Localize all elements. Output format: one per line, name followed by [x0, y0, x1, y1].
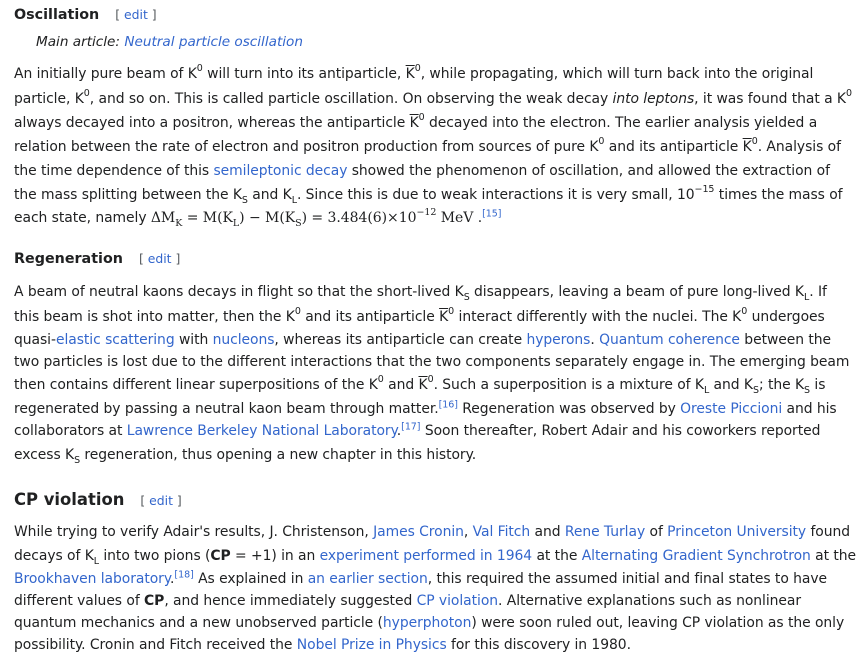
- heading-text: Regeneration: [14, 251, 123, 267]
- val-fitch-link[interactable]: Val Fitch: [472, 524, 531, 540]
- section-heading-oscillation: [14, 7, 157, 23]
- text-line: regenerated by passing a neutral kaon beam through matter.[16] Regeneration was observed by Oreste Piccioni and his: [14, 399, 837, 417]
- text-line: always decayed into a positron, whereas the antiparticle $\overline{K}^0$ decayed into the electron. The earlier analysis yielded a: [14, 112, 818, 131]
- section-heading-cp-violation: [14, 490, 182, 509]
- section-heading-regeneration: [14, 251, 180, 267]
- ags-link[interactable]: Alternating Gradient Synchrotron: [581, 548, 811, 564]
- main-article-link[interactable]: Neutral particle oscillation: [124, 34, 303, 50]
- edit-section: [ edit ]: [138, 251, 181, 266]
- hyperphoton-link[interactable]: hyperphoton: [382, 615, 472, 631]
- edit-link-oscillation[interactable]: edit: [124, 7, 148, 22]
- text-line: different values of CP, and hence immediately suggested CP violation. Alternative explanations such as nonlinear: [14, 593, 802, 609]
- text-line: decays of $K_L$ into two pions (CP = +1) in an experiment performed in 1964 at the Alternating Gradient Synchrotron at the: [14, 548, 856, 567]
- paragraph-oscillation: [14, 62, 852, 229]
- text-line: quasi-elastic scattering with nucleons, whereas its antiparticle can create hyperons. Quantum coherence between the: [14, 332, 832, 348]
- oreste-piccioni-link[interactable]: Oreste Piccioni: [680, 401, 783, 417]
- text-line: each state, namely $\Delta M_K = M(K_L) - M(K_S) = 3.484(6)\times 10^{-12}$ MeV .[15]: [14, 207, 502, 229]
- mass-splitting-formula: $\Delta M_K = M(K_L) - M(K_S) = 3.484(6)\times 10^{-12}$ MeV: [150, 207, 474, 229]
- text-line: then contains different linear superpositions of the $K^0$ and $\overline{K}^0$. Such a superposition is a mixture of $K_L$ and $K_S$; the $K_S$ is: [14, 374, 826, 396]
- text-line: quantum mechanics and a new unobserved particle (hyperphoton) were soon ruled out, leaving CP violation as the only: [14, 615, 845, 631]
- citation-15[interactable]: [15]: [482, 208, 502, 220]
- nobel-prize-link[interactable]: Nobel Prize in Physics: [296, 637, 447, 653]
- heading-text: Oscillation: [14, 7, 100, 23]
- text-line: the mass splitting between the $K_S$ and $K_L$. Since this is due to weak interactions it is very small, $10^{-15}$ times the mass of: [14, 184, 843, 206]
- hyperons-link[interactable]: hyperons: [526, 332, 591, 348]
- james-cronin-link[interactable]: James Cronin: [373, 524, 464, 540]
- paragraph-regeneration: [14, 281, 850, 466]
- text-line: two particles is lost due to the different interactions that the two components separately engage in. The emerging beam: [14, 354, 850, 370]
- heading-text: CP violation: [14, 490, 125, 509]
- semileptonic-decay-link[interactable]: semileptonic decay: [213, 163, 348, 179]
- earlier-section-link[interactable]: an earlier section: [307, 571, 428, 587]
- hatnote: Main article: Neutral particle oscillation: [36, 34, 303, 50]
- cp-violation-link[interactable]: CP violation: [416, 593, 499, 609]
- text-line: While trying to verify Adair's results, J. Christenson, James Cronin, Val Fitch and Rene Turlay of Princeton University found: [14, 524, 851, 540]
- brookhaven-link[interactable]: Brookhaven laboratory: [14, 571, 171, 587]
- edit-link-cp-violation[interactable]: edit: [149, 493, 173, 508]
- quantum-coherence-link[interactable]: Quantum coherence: [599, 332, 740, 348]
- rene-turlay-link[interactable]: Rene Turlay: [564, 524, 646, 540]
- text-line: the time dependence of this semileptonic decay showed the phenomenon of oscillation, and allowed the extraction of: [14, 163, 830, 179]
- text-line: A beam of neutral kaons decays in flight so that the short-lived $K_S$ disappears, leaving a beam of pure long-lived $K_L$. If: [14, 284, 827, 303]
- citation-17[interactable]: [17]: [401, 421, 421, 433]
- edit-link-regeneration[interactable]: edit: [147, 251, 172, 266]
- lbnl-link[interactable]: Lawrence Berkeley National Laboratory: [126, 423, 397, 439]
- text-line: collaborators at Lawrence Berkeley National Laboratory.[17] Soon thereafter, Robert Adair and his coworkers reported: [14, 421, 821, 439]
- experiment-1964-link[interactable]: experiment performed in 1964: [319, 548, 533, 564]
- citation-16[interactable]: [16]: [438, 399, 458, 411]
- text-line: relation between the rate of electron and positron production from sources of pure $K^0$ and its antiparticle $\overline{K}^0$. Analysis of: [14, 136, 841, 155]
- text-line: this beam is shot into matter, then the $K^0$ and its antiparticle $\overline{K}^0$ interact differently with the nuclei. The $K^0$ undergoes: [14, 306, 825, 325]
- paragraph-cp-violation: [14, 521, 856, 656]
- text-line: An initially pure beam of $K^0$ will turn into its antiparticle, $\overline{K}^0$, while propagating, which will turn back into the original: [14, 63, 814, 82]
- elastic-scattering-link[interactable]: elastic scattering: [55, 332, 175, 348]
- text-line: particle, $K^0$, and so on. This is called particle oscillation. On observing the weak decay into leptons, it was found that a $K^0$: [14, 88, 852, 107]
- edit-section: [ edit ]: [140, 493, 182, 508]
- edit-section: [ edit ]: [115, 7, 157, 22]
- text-line: Brookhaven laboratory.[18] As explained in an earlier section, this required the assumed initial and final states to have: [14, 569, 828, 587]
- nucleons-link[interactable]: nucleons: [212, 332, 275, 348]
- text-line: possibility. Cronin and Fitch received the Nobel Prize in Physics for this discovery in 1980.: [14, 637, 631, 653]
- text-line: excess $K_S$ regeneration, thus opening a new chapter in this history.: [14, 447, 477, 466]
- citation-18[interactable]: [18]: [174, 569, 194, 581]
- princeton-link[interactable]: Princeton University: [667, 524, 807, 540]
